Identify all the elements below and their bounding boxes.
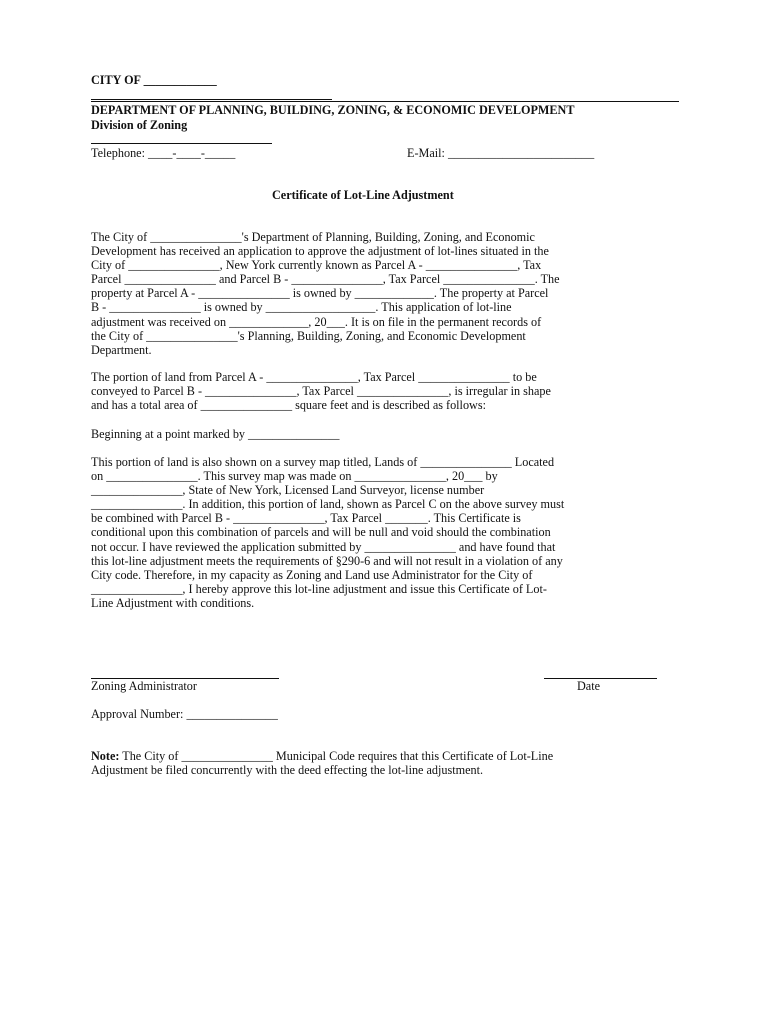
paragraph-portion-of-land: The portion of land from Parcel A - _______________, Tax Parcel _______________ to be conveyed to Parcel B - _______________, Tax Parcel _______________, is irregular in shape and has a total area of _______________ square feet and is described as follows:	[91, 370, 551, 413]
document-title: Certificate of Lot-Line Adjustment	[272, 188, 454, 202]
approval-number-field: Approval Number: _______________	[91, 707, 278, 721]
header-rule-long	[91, 101, 679, 102]
telephone-field: Telephone: ____-____-_____	[91, 146, 236, 160]
division-rule	[91, 143, 272, 144]
paragraph-application: The City of _______________'s Department of Planning, Building, Zoning, and Economic Development has received an application to approve the adjustment of lot-lines situated in the City of _______________, New York currently known as Parcel A - _______________, Tax Parcel _______________ and Parcel B - _______________, Tax Parcel _______________. The property at Parcel A - _______________ is owned by _____________. The property at Parcel B - _______________ is owned by __________________. This application of lot-line adjustment was received on _____________, 20___. It is on file in the permanent records of the City of _______________'s Planning, Building, Zoning, and Economic Development Department.	[91, 230, 560, 357]
zoning-administrator-label: Zoning Administrator	[91, 679, 197, 693]
note-paragraph	[91, 749, 676, 777]
city-line: CITY OF ____________	[91, 73, 217, 87]
note-text: The City of _______________ Municipal Code requires that this Certificate of Lot-Line Adjustment be filed concurrently with the deed effecting the lot-line adjustment.	[91, 749, 554, 778]
note-label: Note:	[91, 749, 120, 763]
email-field: E-Mail: ________________________	[407, 146, 595, 160]
date-label: Date	[577, 679, 601, 693]
department-heading: DEPARTMENT OF PLANNING, BUILDING, ZONING, & ECONOMIC DEVELOPMENT	[91, 103, 575, 117]
date-signature-line	[544, 678, 657, 679]
paragraph-survey-map: This portion of land is also shown on a survey map titled, Lands of _______________ Located on _______________. This survey map was made on _______________, 20___ by _______________, State of New York, Licensed Land Surveyor, license number _______________. In addition, this portion of land, shown as Parcel C on the above survey must be combined with Parcel B - _______________, Tax Parcel _______. This Certificate is conditional upon this combination of parcels and will be null and void should the combination not occur. I have reviewed the application submitted by _______________ and have found that this lot-line adjustment meets the requirements of §290-6 and will not result in a violation of any City code. Therefore, in my capacity as Zoning and Land use Administrator for the City of _______________, I hereby approve this lot-line adjustment and issue this Certificate of Lot- Line Adjustment with conditions.	[91, 455, 565, 610]
paragraph-beginning-point: Beginning at a point marked by _______________	[91, 427, 340, 441]
division-heading: Division of Zoning	[91, 118, 188, 132]
header-rule-short	[91, 99, 332, 100]
